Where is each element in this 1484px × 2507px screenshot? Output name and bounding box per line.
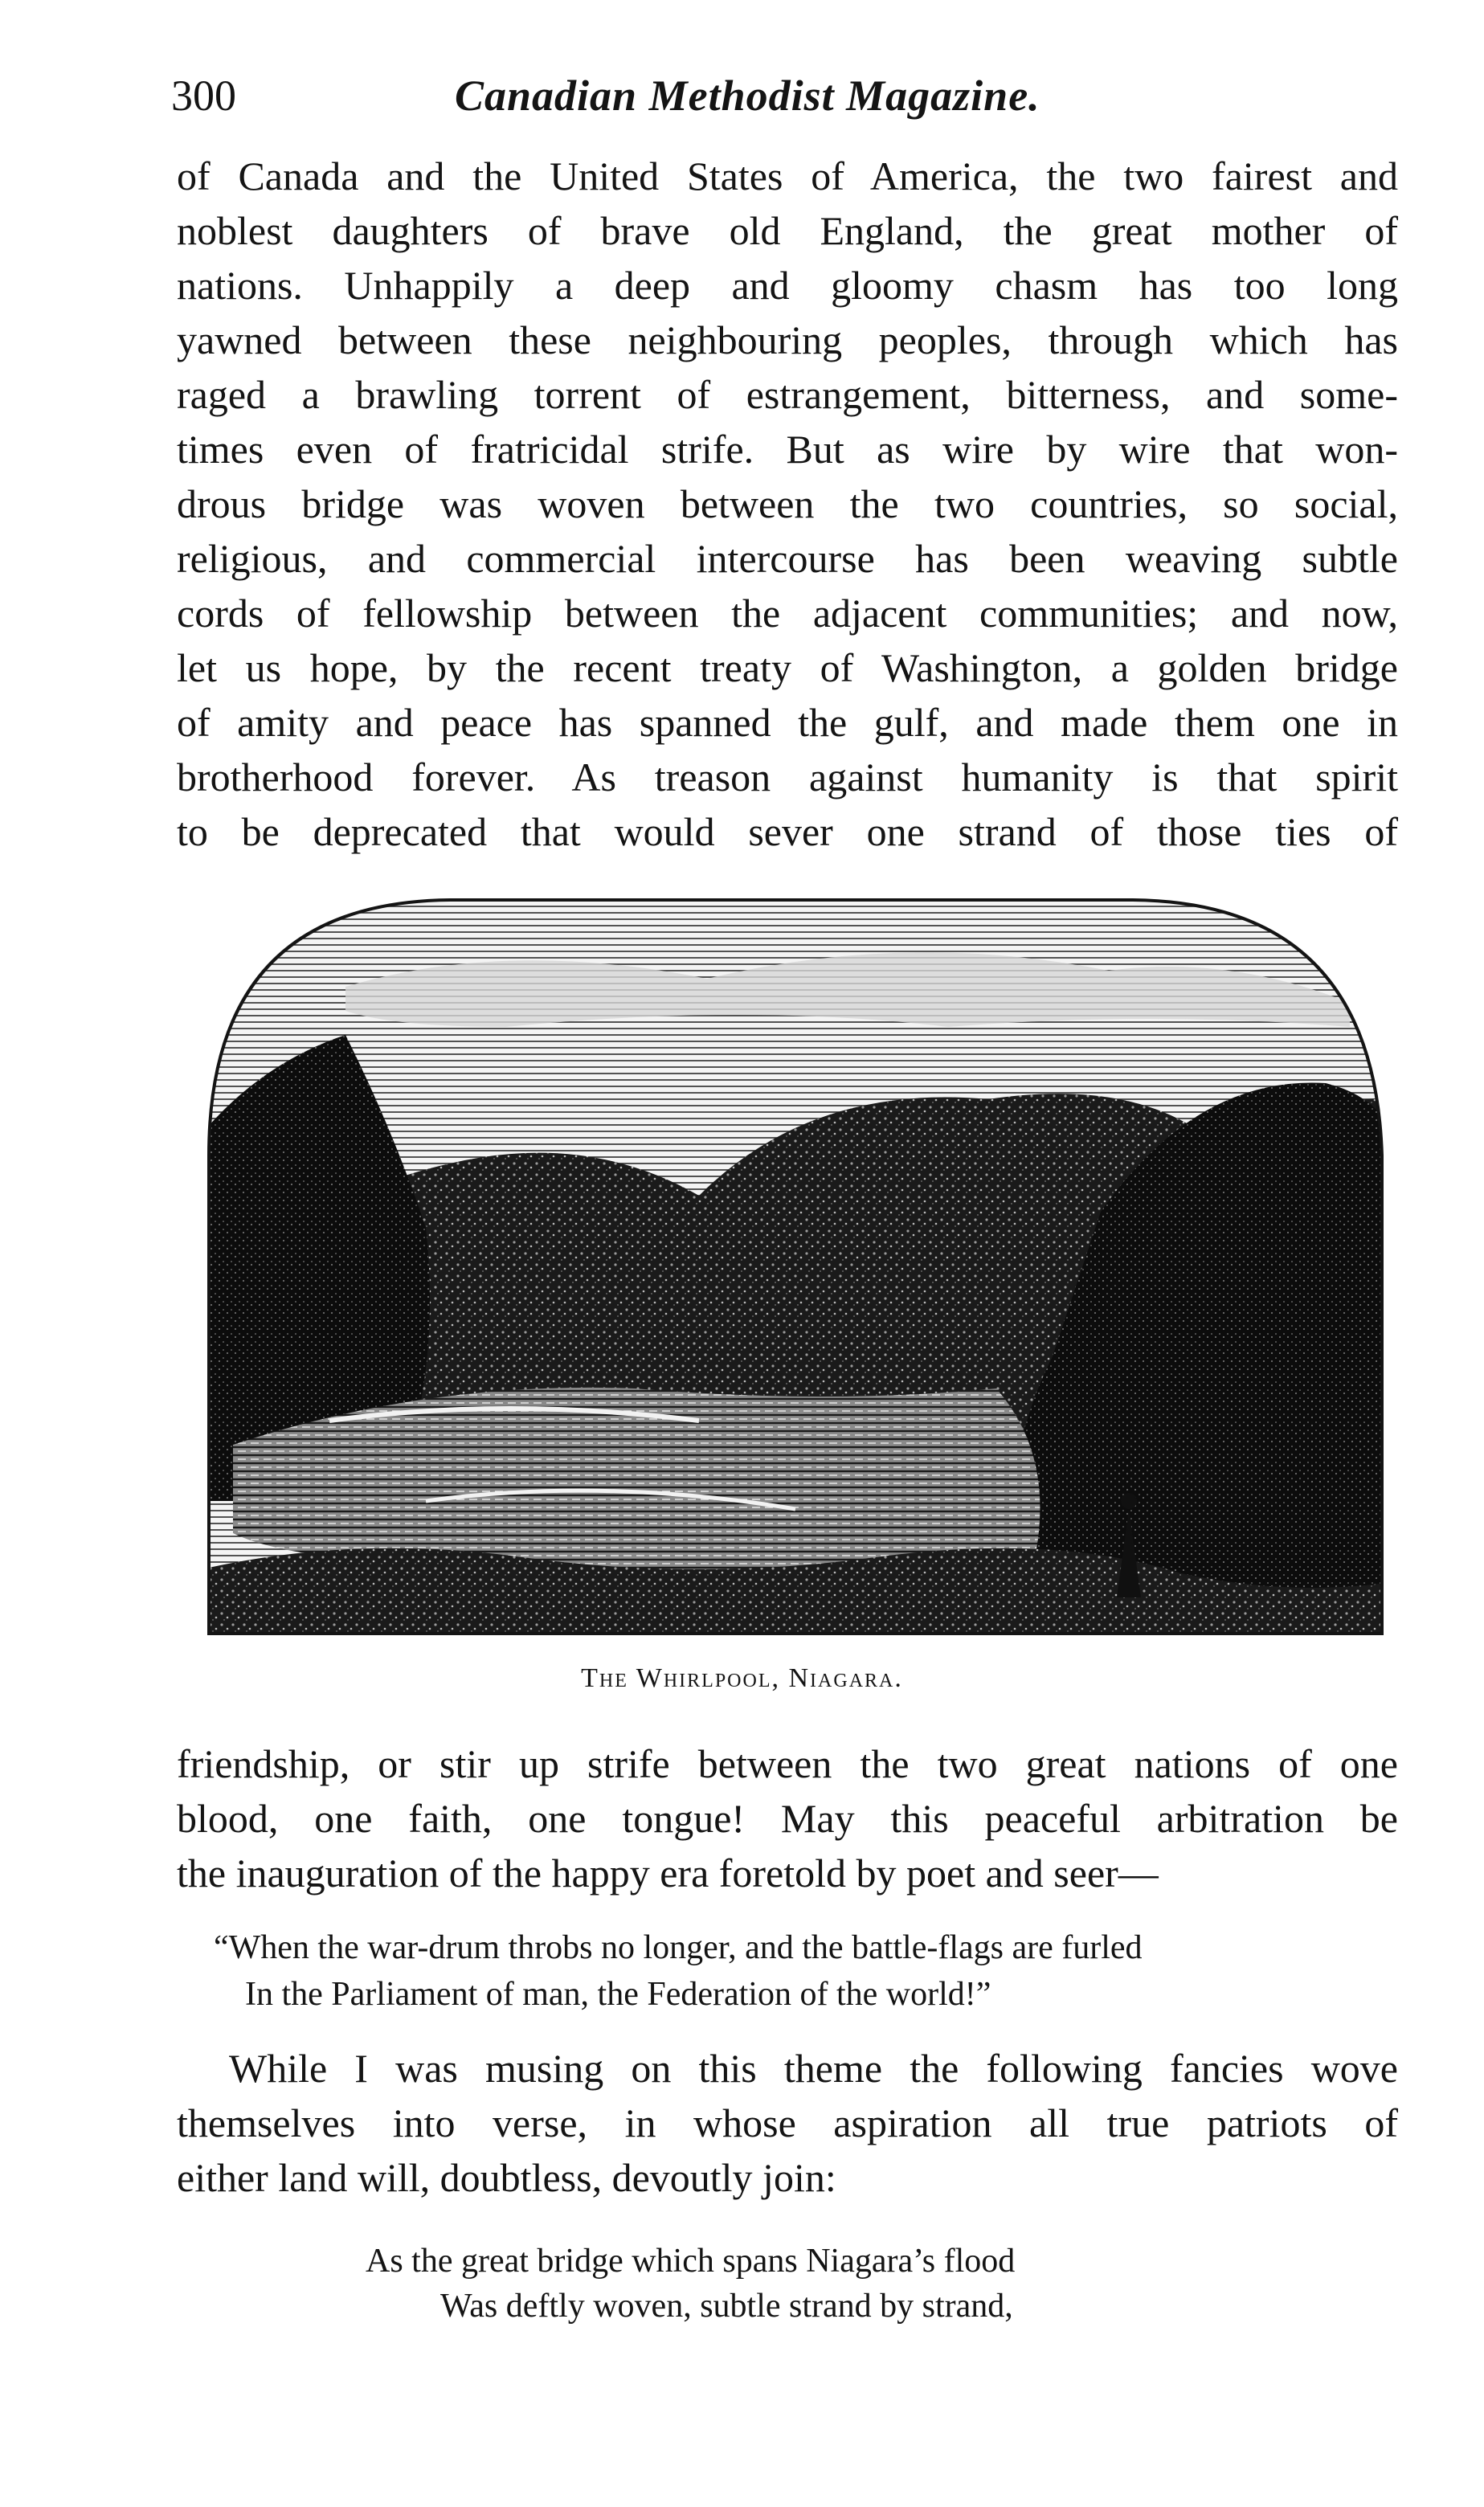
text-line: yawned between these neighbouring peoples, through which has	[177, 317, 1398, 362]
verse-line: Was deftly woven, subtle strand by strand,	[440, 2288, 1013, 2325]
text-line: of amity and peace has spanned the gulf, and made them one in	[177, 700, 1398, 745]
text-line: brotherhood forever. As treason against humanity is that spirit	[177, 755, 1398, 800]
whirlpool-engraving	[185, 890, 1398, 1638]
text-line: nations. Unhappily a deep and gloomy chasm has too long	[177, 263, 1398, 308]
text-line: let us hope, by the recent treaty of Washington, a golden bridge	[177, 645, 1398, 690]
text-line: cords of fellowship between the adjacent communities; and now,	[177, 591, 1398, 636]
text-line: to be deprecated that would sever one strand of those ties of	[177, 809, 1398, 854]
text-line: noblest daughters of brave old England, the great mother of	[177, 208, 1398, 253]
text-line: the inauguration of the happy era foretold by poet and seer—	[177, 1851, 1159, 1896]
text-line: raged a brawling torrent of estrangement, bitterness, and some-	[177, 372, 1398, 417]
text-line: religious, and commercial intercourse has been weaving subtle	[177, 536, 1398, 581]
figure-caption: The Whirlpool, Niagara.	[581, 1663, 903, 1693]
text-line: of Canada and the United States of America, the two fairest and	[177, 153, 1398, 198]
quote-line: “When the war-drum throbs no longer, and the battle-flags are furled	[214, 1929, 1143, 1966]
text-line: blood, one faith, one tongue! May this peaceful arbitration be	[177, 1796, 1398, 1841]
text-line: friendship, or stir up strife between the two great nations of one	[177, 1741, 1398, 1786]
text-line: themselves into verse, in whose aspiration all true patriots of	[177, 2100, 1398, 2145]
running-title: Canadian Methodist Magazine.	[455, 72, 1040, 120]
verse-line: As the great bridge which spans Niagara’s flood	[366, 2243, 1016, 2280]
text-line: While I was musing on this theme the following fancies wove	[229, 2046, 1398, 2091]
text-line: times even of fratricidal strife. But as wire by wire that won-	[177, 427, 1398, 472]
text-line: drous bridge was woven between the two countries, so social,	[177, 481, 1398, 526]
page-number: 300	[171, 72, 236, 120]
text-line: either land will, doubtless, devoutly join:	[177, 2155, 836, 2200]
quote-line: In the Parliament of man, the Federation of the world!”	[245, 1976, 991, 2013]
